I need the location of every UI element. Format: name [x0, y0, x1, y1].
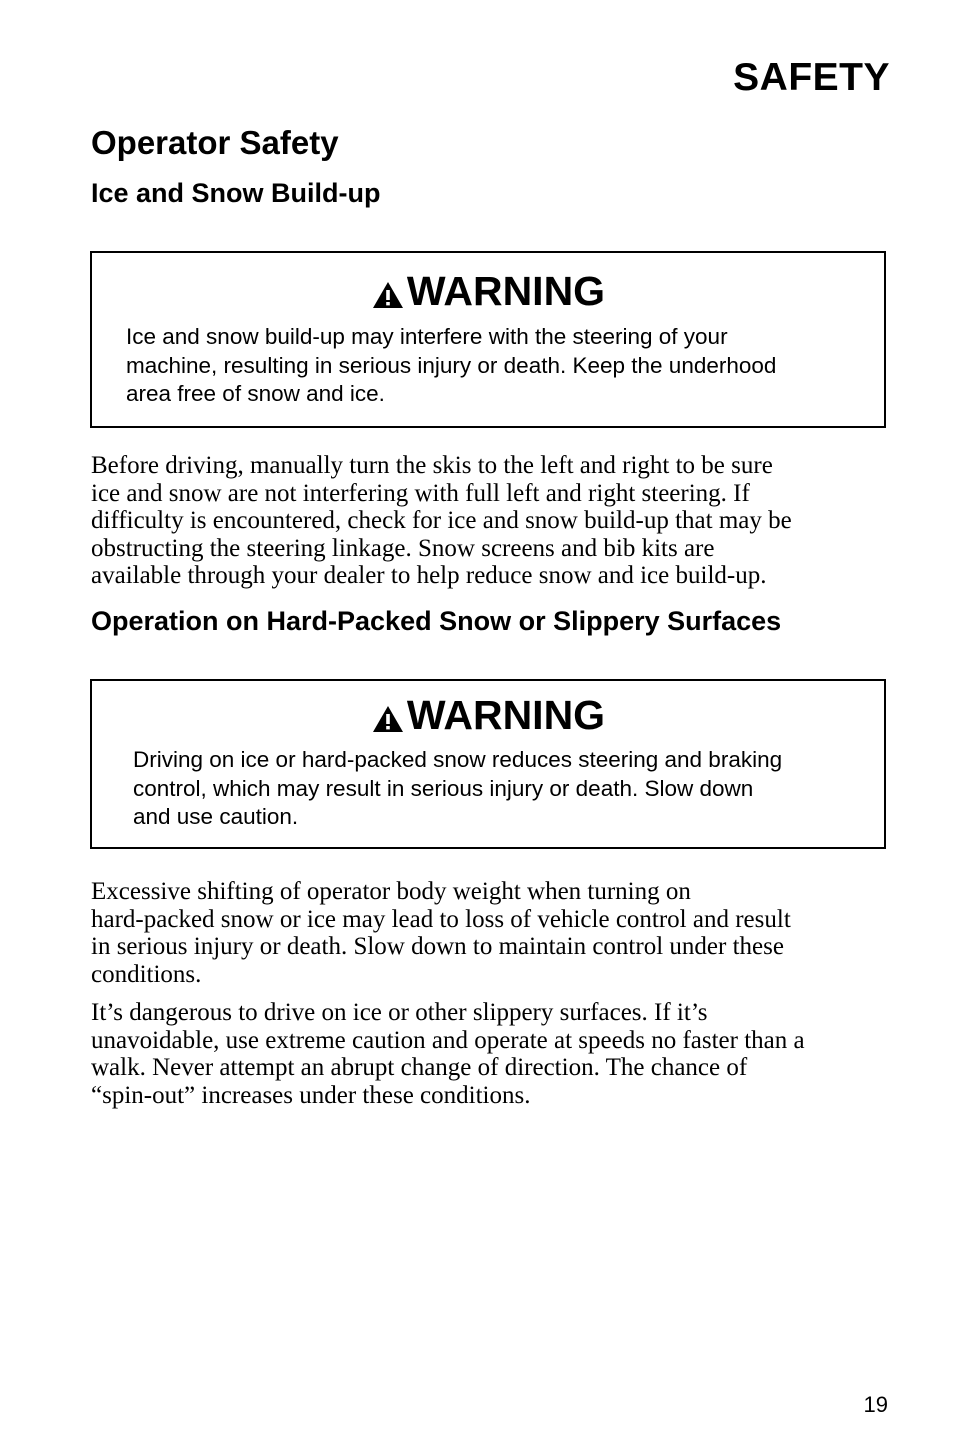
warning-title: [92, 268, 884, 314]
warning-label: WARNING: [406, 692, 606, 738]
text-line: “spin-out” increases under these conditions.: [91, 1081, 531, 1109]
text-line: walk. Never attempt an abrupt change of direction. The chance of: [91, 1054, 748, 1082]
text-line: hard-packed snow or ice may lead to loss of vehicle control and result: [91, 905, 791, 933]
warning-text: [126, 323, 884, 409]
page-title: Operator Safety: [91, 124, 339, 161]
paragraph-dangerous-ice: [91, 999, 891, 1109]
warning-label: WARNING: [406, 268, 606, 314]
text-line: It’s dangerous to drive on ice or other slippery surfaces. If it’s: [91, 999, 708, 1026]
warning-line: area free of snow and ice.: [126, 381, 385, 406]
warning-text: [133, 746, 884, 832]
warning-title: [92, 692, 884, 738]
text-line: difficulty is encountered, check for ice and snow build-up that may be: [91, 507, 792, 535]
text-line: Excessive shifting of operator body weight when turning on: [91, 878, 691, 905]
paragraph-excessive-shifting: [91, 878, 891, 988]
text-line: available through your dealer to help reduce snow and ice build-up.: [91, 562, 767, 590]
text-line: obstructing the steering linkage. Snow screens and bib kits are: [91, 534, 715, 562]
subsection-heading-hard-packed: Operation on Hard-Packed Snow or Slippery Surfaces: [91, 606, 782, 636]
warning-line: control, which may result in serious injury or death. Slow down: [133, 775, 754, 801]
warning-line: Ice and snow build-up may interfere with the steering of your: [126, 324, 728, 349]
text-line: in serious injury or death. Slow down to maintain control under these: [91, 933, 784, 961]
text-line: Before driving, manually turn the skis to the left and right to be sure: [91, 452, 773, 479]
page-number: 19: [863, 1392, 888, 1417]
warning-line: machine, resulting in serious injury or death. Keep the underhood: [126, 352, 777, 378]
warning-triangle-icon: [371, 704, 405, 734]
text-line: ice and snow are not interfering with full left and right steering. If: [91, 479, 750, 507]
subsection-heading-ice-snow: Ice and Snow Build-up: [91, 178, 381, 208]
section-header: SAFETY: [733, 56, 890, 99]
text-line: unavoidable, use extreme caution and operate at speeds no faster than a: [91, 1026, 805, 1054]
text-line: conditions.: [91, 960, 202, 988]
warning-box-ice-snow: [90, 251, 886, 428]
warning-box-hard-packed: [90, 679, 886, 849]
warning-triangle-icon: [371, 280, 405, 310]
warning-line: Driving on ice or hard-packed snow reduces steering and braking: [133, 747, 783, 772]
warning-line: and use caution.: [133, 804, 299, 829]
paragraph-before-driving: [91, 452, 891, 590]
